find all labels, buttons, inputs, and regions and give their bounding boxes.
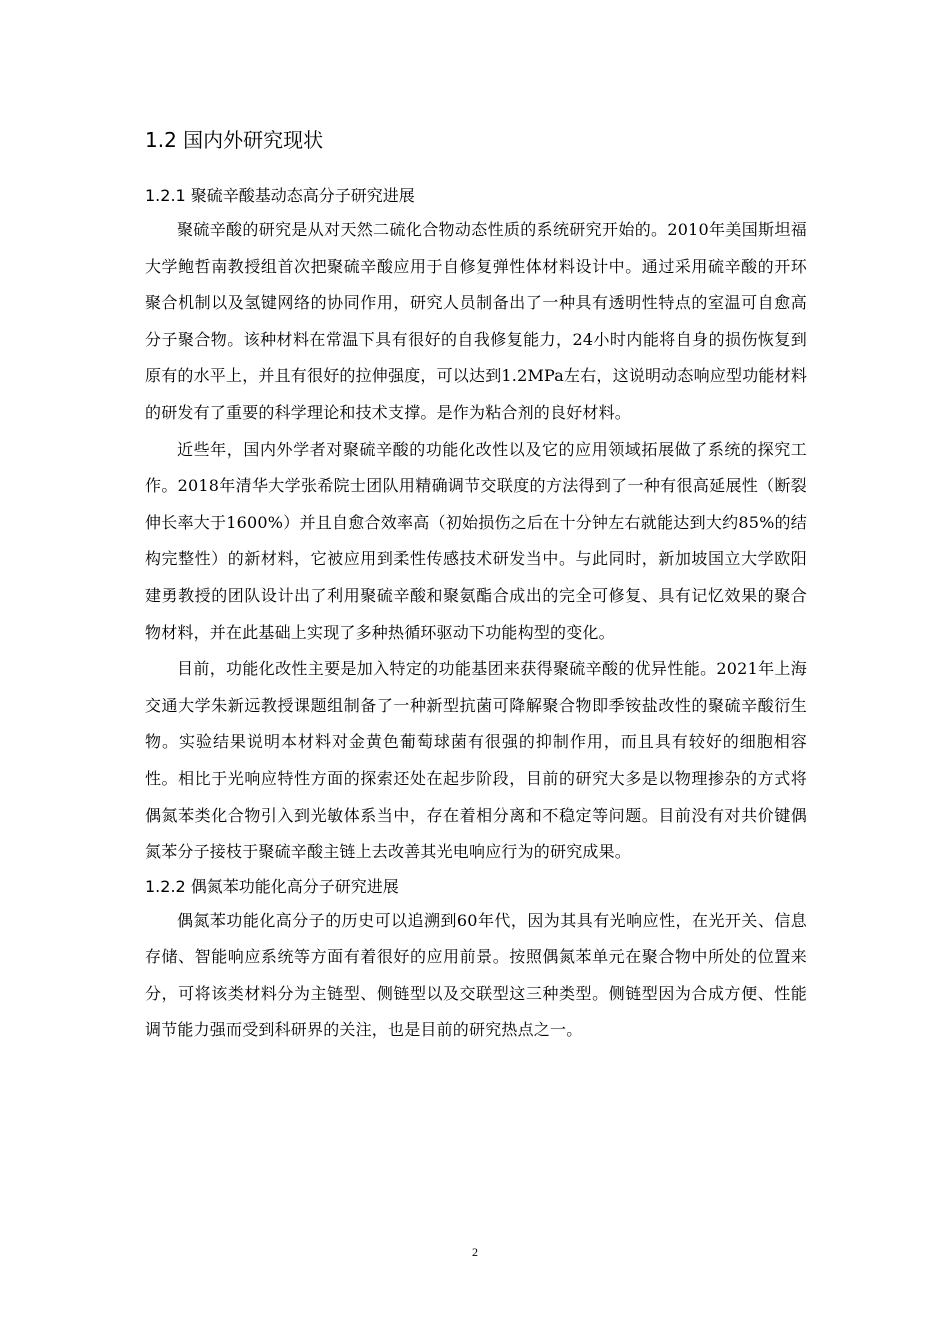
subsection-heading-1-2-2: 1.2.2 偶氮苯功能化高分子研究进展: [145, 876, 399, 896]
paragraph: 偶氮苯功能化高分子的历史可以追溯到60年代，因为其具有光响应性，在光开关、信息存储、智能响应系统等方面有着很好的应用前景。按照偶氮苯单元在聚合物中所处的位置来分，可将该类材料分为主链型、侧链型以及交联型这三种类型。侧链型因为合成方便、性能调节能力强而受到科研界的关注，也是目前的研究热点之一。: [145, 910, 807, 1040]
paragraph: 目前，功能化改性主要是加入特定的功能基团来获得聚硫辛酸的优异性能。2021年上海交通大学朱新远教授课题组制备了一种新型抗菌可降解聚合物即季铵盐改性的聚硫辛酸衍生物。实验结果说明本材料对金黄色葡萄球菌有很强的抑制作用，而且具有较好的细胞相容性。相比于光响应特性方面的探索还处在起步阶段，目前的研究大多是以物理掺杂的方式将偶氮苯类化合物引入到光敏体系当中，存在着相分离和不稳定等问题。目前没有对共价键偶氮苯分子接枝于聚硫辛酸主链上去改善其光电响应行为的研究成果。: [145, 659, 807, 862]
page-content: [145, 118, 807, 1049]
section-heading: 1.2 国内外研究现状: [145, 128, 324, 152]
paragraph: 近些年，国内外学者对聚硫辛酸的功能化改性以及它的应用领域拓展做了系统的探究工作。2018年清华大学张希院士团队用精确调节交联度的方法得到了一种有很高延展性（断裂伸长率大于1600%）并且自愈合效率高（初始损伤之后在十分钟左右就能达到大约85%的结构完整性）的新材料，它被应用到柔性传感技术研发当中。与此同时，新加坡国立大学欧阳建勇教授的团队设计出了利用聚硫辛酸和聚氨酯合成出的完全可修复、具有记忆效果的聚合物材料，并在此基础上实现了多种热循环驱动下功能构型的变化。: [145, 439, 807, 642]
subsection-heading-1-2-1: 1.2.1 聚硫辛酸基动态高分子研究进展: [145, 186, 415, 205]
paragraph: 聚硫辛酸的研究是从对天然二硫化合物动态性质的系统研究开始的。2010年美国斯坦福大学鲍哲南教授组首次把聚硫辛酸应用于自修复弹性体材料设计中。通过采用硫辛酸的开环聚合机制以及氢键网络的协同作用，研究人员制备出了一种具有透明性特点的室温可自愈高分子聚合物。该种材料在常温下具有很好的自我修复能力，24小时内能将自身的损伤恢复到原有的水平上，并且有很好的拉伸强度，可以达到1.2MPa左右，这说明动态响应型功能材料的研发有了重要的科学理论和技术支撑。是作为粘合剂的良好材料。: [145, 220, 808, 422]
page-number: 2: [472, 1245, 478, 1259]
